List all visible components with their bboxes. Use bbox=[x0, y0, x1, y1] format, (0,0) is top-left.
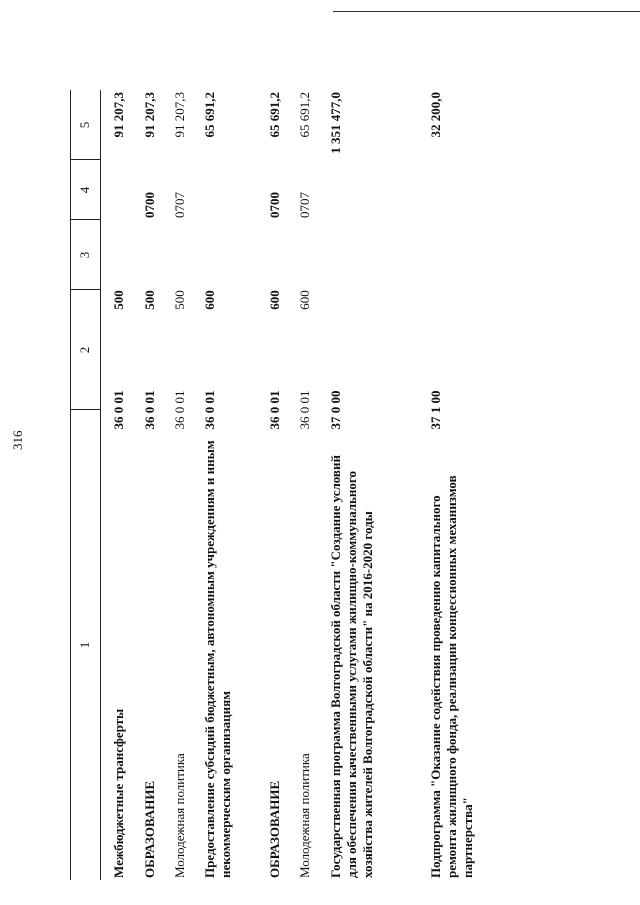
header-col-4: 4 bbox=[77, 186, 92, 194]
row-name: Молодежная политика bbox=[172, 753, 187, 878]
row-code: 37 1 00 bbox=[428, 390, 443, 430]
header-col-2: 2 bbox=[77, 346, 92, 354]
row-amount: 65 691,2 bbox=[297, 92, 312, 138]
row-code: 36 0 01 bbox=[142, 390, 157, 430]
row-amount: 65 691,2 bbox=[267, 92, 282, 138]
row-amount: 32 200,0 bbox=[428, 92, 443, 138]
header-col-3: 3 bbox=[77, 251, 92, 259]
row-section: 0700 bbox=[267, 192, 282, 218]
row-name: ОБРАЗОВАНИЕ bbox=[142, 780, 157, 878]
row-code: 36 0 01 bbox=[267, 390, 282, 430]
row-name: Государственная программа Волгоградской области "Создание условий для обеспечения качественными услугами жилищно-коммунального хозяйства жителей Волгоградской области" на 2016-2020 годы bbox=[328, 455, 375, 878]
header-bottom-border bbox=[100, 90, 101, 880]
row-name: Предоставление субсидий бюджетным, автономным учреждениям и иным некоммерческим организациям bbox=[202, 440, 233, 878]
row-vr: 500 bbox=[111, 290, 126, 310]
row-vr: 500 bbox=[142, 290, 157, 310]
row-amount: 1 351 477,0 bbox=[328, 92, 343, 154]
row-vr: 600 bbox=[267, 290, 282, 310]
header-col-1: 1 bbox=[77, 641, 92, 649]
row-amount: 91 207,3 bbox=[142, 92, 157, 138]
row-section: 0707 bbox=[172, 192, 187, 218]
header-col-5: 5 bbox=[77, 121, 92, 129]
row-code: 36 0 01 bbox=[297, 390, 312, 430]
row-name: Молодежная политика bbox=[297, 753, 312, 878]
row-vr: 600 bbox=[202, 290, 217, 310]
top-rule bbox=[333, 11, 640, 12]
row-code: 36 0 01 bbox=[172, 390, 187, 430]
row-vr: 500 bbox=[172, 290, 187, 310]
page-number: 316 bbox=[10, 430, 25, 450]
row-section: 0707 bbox=[297, 192, 312, 218]
row-vr: 600 bbox=[297, 290, 312, 310]
row-name: ОБРАЗОВАНИЕ bbox=[267, 780, 282, 878]
row-amount: 91 207,3 bbox=[172, 92, 187, 138]
row-code: 36 0 01 bbox=[202, 390, 217, 430]
row-amount: 65 691,2 bbox=[202, 92, 217, 138]
row-section: 0700 bbox=[142, 192, 157, 218]
row-code: 36 0 01 bbox=[111, 390, 126, 430]
row-name: Межбюджетные трансферты bbox=[111, 708, 126, 878]
row-name: Подпрограмма "Оказание содействия проведению капитального ремонта жилищного фонда, реализации концессионных механизмов партнерства" bbox=[428, 475, 475, 878]
row-code: 37 0 00 bbox=[328, 390, 343, 430]
budget-table bbox=[70, 90, 590, 880]
row-amount: 91 207,3 bbox=[111, 92, 126, 138]
